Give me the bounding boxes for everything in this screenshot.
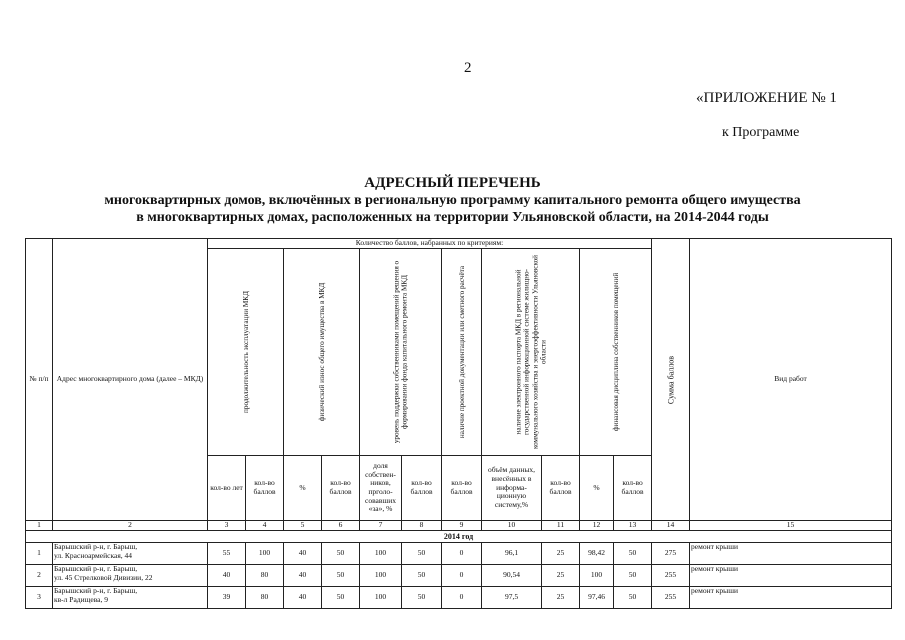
appendix-label: «ПРИЛОЖЕНИЕ № 1: [696, 90, 837, 106]
cell: 55: [208, 543, 246, 565]
cell: 255: [652, 565, 690, 587]
row-address: Барышский р-н, г. Барыш, ул. Красноармейская, 44: [53, 543, 208, 565]
cell: 50: [614, 587, 652, 609]
cell: 50: [322, 587, 360, 609]
cell: 100: [360, 565, 402, 587]
row-no: 3: [26, 587, 53, 609]
col-number: 13: [614, 521, 652, 531]
col-number: 8: [402, 521, 442, 531]
row-address: Барышский р-н, г. Барыш, кв-л Радищева, 9: [53, 587, 208, 609]
sub-header: кол-во баллов: [322, 456, 360, 521]
sub-header: объём данных, внесённых в информа- ционную систему,%: [482, 456, 542, 521]
sub-header: %: [284, 456, 322, 521]
criterion-4: наличие проектной документации или сметного расчёта: [442, 249, 482, 456]
criterion-6: финансовая дисциплина собственников помещений: [580, 249, 652, 456]
cell: 100: [246, 543, 284, 565]
cell: 50: [322, 565, 360, 587]
criteria-header: Количество баллов, набранных по критериям:: [208, 239, 652, 249]
table-row: [26, 587, 892, 609]
cell: 40: [208, 565, 246, 587]
sub-header: кол-во баллов: [442, 456, 482, 521]
cell: 50: [402, 543, 442, 565]
to-program-label: к Программе: [722, 125, 800, 140]
cell: 25: [542, 565, 580, 587]
document-title: АДРЕСНЫЙ ПЕРЕЧЕНЬ: [364, 175, 541, 191]
table-row: [26, 543, 892, 565]
col-number: 14: [652, 521, 690, 531]
document-subtitle-2: в многоквартирных домах, расположенных на территории Ульяновской области, на 2014-2044 годы: [136, 210, 769, 225]
col-work-header: Вид работ: [690, 239, 892, 521]
cell: 0: [442, 543, 482, 565]
cell: 0: [442, 587, 482, 609]
col-number: 4: [246, 521, 284, 531]
cell: 50: [402, 565, 442, 587]
sub-header: кол-во баллов: [614, 456, 652, 521]
row-work: ремонт крыши: [690, 587, 892, 609]
sub-header: кол-во баллов: [402, 456, 442, 521]
col-number: 6: [322, 521, 360, 531]
row-work: ремонт крыши: [690, 543, 892, 565]
sub-header: %: [580, 456, 614, 521]
cell: 97,5: [482, 587, 542, 609]
col-no-header: № п/п: [26, 239, 53, 521]
sub-header: кол-во баллов: [542, 456, 580, 521]
col-number: 5: [284, 521, 322, 531]
cell: 40: [284, 565, 322, 587]
cell: 255: [652, 587, 690, 609]
col-sum-header: Сумма баллов: [652, 239, 690, 521]
col-address-header: Адрес многоквартирного дома (далее – МКД): [53, 239, 208, 521]
sub-header: кол-во баллов: [246, 456, 284, 521]
row-no: 1: [26, 543, 53, 565]
col-number: 1: [26, 521, 53, 531]
sub-header: кол-во лет: [208, 456, 246, 521]
cell: 50: [322, 543, 360, 565]
page-number: 2: [464, 60, 472, 76]
col-number: 2: [53, 521, 208, 531]
criterion-2: физический износ общего имущества в МКД: [284, 249, 360, 456]
col-number: 7: [360, 521, 402, 531]
cell: 100: [360, 587, 402, 609]
col-number: 11: [542, 521, 580, 531]
cell: 40: [284, 587, 322, 609]
criterion-1: продолжительность эксплуатации МКД: [208, 249, 284, 456]
year-row: 2014 год: [26, 531, 892, 543]
sub-header: доля собствен- ников, прголо- совавших «за», %: [360, 456, 402, 521]
col-number: 12: [580, 521, 614, 531]
row-work: ремонт крыши: [690, 565, 892, 587]
col-number: 3: [208, 521, 246, 531]
cell: 90,54: [482, 565, 542, 587]
cell: 50: [614, 565, 652, 587]
cell: 50: [402, 587, 442, 609]
cell: 25: [542, 587, 580, 609]
table-row: [26, 565, 892, 587]
col-number: 10: [482, 521, 542, 531]
cell: 97,46: [580, 587, 614, 609]
address-table: [25, 238, 892, 609]
criterion-3: уровень поддержки собственниками помещений решения о формировании фонда капитального ремонта МКД: [360, 249, 442, 456]
cell: 25: [542, 543, 580, 565]
cell: 40: [284, 543, 322, 565]
cell: 100: [360, 543, 402, 565]
row-no: 2: [26, 565, 53, 587]
cell: 80: [246, 565, 284, 587]
cell: 39: [208, 587, 246, 609]
criterion-5: наличие электронного паспорта МКД в региональной государственной информационной системе жилищно-коммунального хозяйства и энергоэффективности Ульяновской области: [482, 249, 580, 456]
col-number: 9: [442, 521, 482, 531]
cell: 50: [614, 543, 652, 565]
cell: 0: [442, 565, 482, 587]
cell: 98,42: [580, 543, 614, 565]
row-address: Барышский р-н, г. Барыш, ул. 45 Стрелковой Дивизии, 22: [53, 565, 208, 587]
cell: 80: [246, 587, 284, 609]
cell: 96,1: [482, 543, 542, 565]
document-subtitle-1: многоквартирных домов, включённых в региональную программу капитального ремонта общего имущества: [104, 193, 801, 208]
cell: 275: [652, 543, 690, 565]
col-number: 15: [690, 521, 892, 531]
cell: 100: [580, 565, 614, 587]
